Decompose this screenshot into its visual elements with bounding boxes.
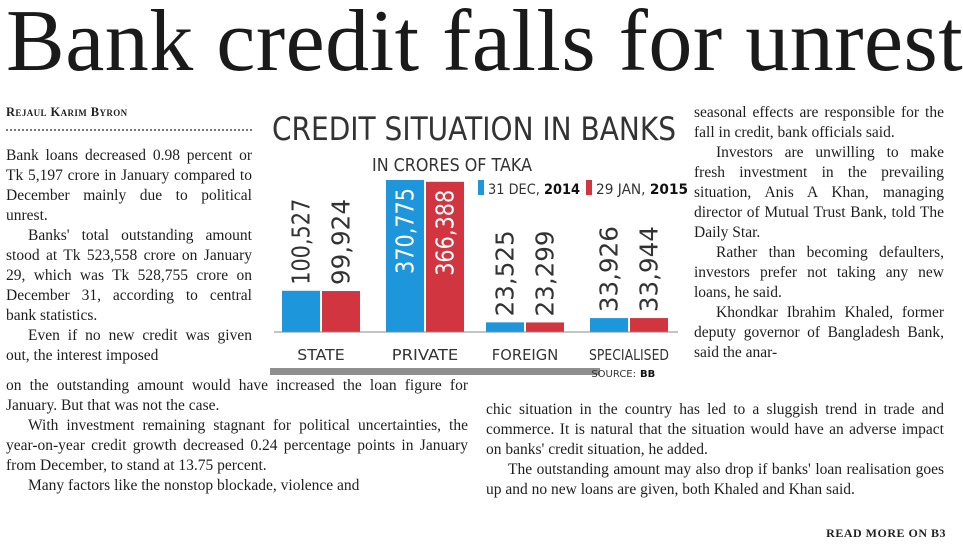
chart-title: CREDIT SITUATION IN BANKS [272, 110, 676, 148]
data-label-foreign-jan-2015: 23,299 [530, 228, 560, 317]
bar-specialised-jan-2015 [630, 318, 668, 332]
source-value: BB [640, 369, 656, 380]
article-column-2 [694, 103, 944, 363]
data-label-private-jan-2015: 366,388 [430, 172, 460, 276]
paragraph: chic situation in the country has led to a sluggish trend in trade and commerce. It is natural that the situation would have an adverse impact on banks' credit situation, he added. [486, 401, 944, 458]
bar-foreign-jan-2015 [526, 322, 564, 332]
byline: Rejaul Karim Byron [6, 105, 252, 131]
paragraph: on the outstanding amount would have increased the loan figure for January. But that was not the case. [6, 377, 468, 414]
paragraph: Rather than becoming defaulters, investors prefer not taking any new loans, he said. [694, 244, 944, 301]
article-column-2-wide [486, 400, 944, 500]
source-label: SOURCE: [591, 369, 636, 380]
legend-label-jan-2015: 29 JAN, 2015 [596, 182, 689, 198]
paragraph: With investment remaining stagnant for political uncertainties, the year-on-year credit growth decreased 0.24 percentage points in January from December, to stand at 13.75 percent. [6, 417, 468, 474]
chart-bars [282, 170, 668, 332]
legend-swatch-jan-2015 [586, 180, 592, 195]
chart-categories [297, 346, 669, 364]
bar-specialised-dec-2014 [590, 318, 628, 332]
legend-swatch-dec-2014 [478, 180, 484, 195]
headline: Bank credit falls for unrest [6, 0, 963, 90]
paragraph: Bank loans decreased 0.98 percent or Tk 5,197 crore in January compared to December mainly due to political unrest. [6, 147, 252, 224]
data-label-specialised-dec-2014: 33,926 [594, 224, 624, 313]
paragraph: Many factors like the nonstop blockade, violence and [28, 477, 360, 494]
data-label-state-dec-2014: 100,527 [286, 181, 316, 285]
read-more-link[interactable]: READ MORE ON B3 [826, 526, 946, 540]
bar-state-jan-2015 [322, 291, 360, 332]
data-label-state-jan-2015: 99,924 [326, 197, 356, 286]
category-label-state: STATE [297, 346, 345, 364]
legend-label-dec-2014: 31 DEC, 2014 [488, 182, 583, 198]
article-column-1-wide [6, 376, 468, 496]
bar-foreign-dec-2014 [486, 322, 524, 332]
paragraph: Khondkar Ibrahim Khaled, former deputy governor of Bangladesh Bank, said the anar- [694, 304, 944, 361]
credit-chart [262, 96, 689, 386]
paragraph: Banks' total outstanding amount stood at Tk 523,558 crore on January 29, which was Tk 528,755 crore on December 31, according to central bank statistics. [6, 227, 252, 324]
category-label-foreign: FOREIGN [491, 346, 559, 364]
data-label-private-dec-2014: 370,775 [390, 170, 420, 274]
category-label-private: PRIVATE [391, 346, 459, 364]
data-label-foreign-dec-2014: 23,525 [490, 228, 520, 317]
article-column-1 [6, 146, 252, 366]
bar-state-dec-2014 [282, 291, 320, 332]
paragraph: The outstanding amount may also drop if banks' loan realisation goes up and no new loans are given, both Khaled and Khan said. [486, 461, 944, 498]
paragraph: Investors are unwilling to make fresh investment in the prevailing situation, Anis A Khan, managing director of Mutual Trust Bank, told The Daily Star. [694, 144, 944, 241]
paragraph: seasonal effects are responsible for the fall in credit, bank officials said. [694, 104, 944, 141]
chart-legend [478, 180, 688, 198]
category-label-specialised: SPECIALISED [589, 346, 669, 364]
chart-svg [262, 96, 689, 386]
chart-subtitle: IN CRORES OF TAKA [372, 155, 533, 176]
data-label-specialised-jan-2015: 33,944 [634, 224, 664, 313]
paragraph: Even if no new credit was given out, the interest imposed [6, 327, 252, 364]
